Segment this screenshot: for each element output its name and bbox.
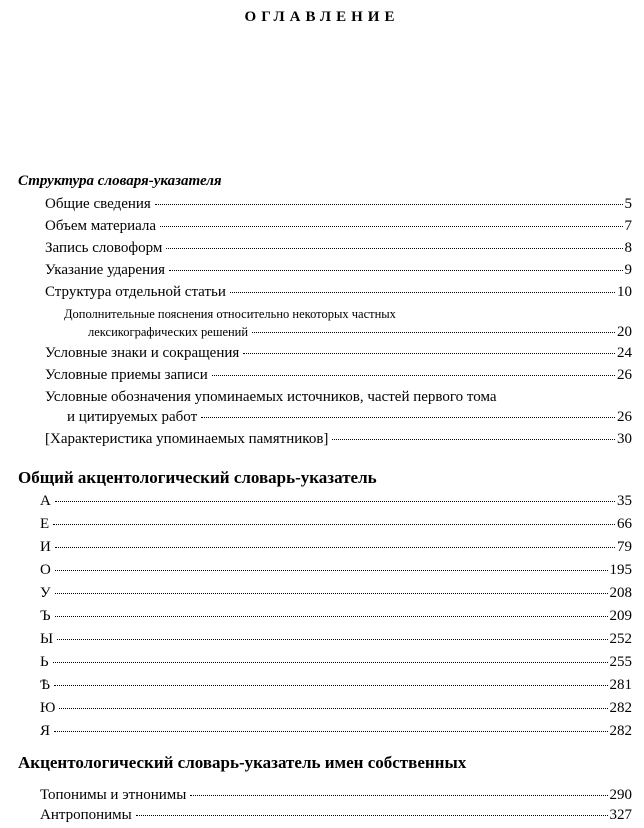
dot-leader	[252, 332, 615, 333]
toc-entry-label: Условные приемы записи	[45, 367, 208, 383]
toc-entry[interactable]	[45, 261, 632, 279]
toc-entry[interactable]	[88, 323, 632, 341]
dot-leader	[332, 439, 615, 440]
toc-entry-page: 281	[609, 677, 632, 693]
dot-leader	[136, 815, 608, 816]
section-heading-proper-names: Акцентологический словарь-указатель имен собственных	[18, 753, 467, 772]
toc-entry-page: 290	[609, 787, 632, 803]
toc-entry-page: 208	[609, 585, 632, 601]
toc-entry[interactable]	[45, 195, 632, 213]
toc-entry-page: 30	[617, 431, 632, 447]
toc-entry-label: Общие сведения	[45, 196, 151, 212]
toc-entry-page: 26	[617, 367, 632, 383]
toc-entry-label: Ю	[40, 700, 56, 716]
toc-entry[interactable]	[40, 538, 632, 556]
dot-leader	[243, 353, 615, 354]
toc-entry[interactable]	[40, 561, 632, 579]
toc-entry[interactable]	[40, 584, 632, 602]
toc-entry-page: 9	[624, 262, 632, 278]
dot-leader	[230, 292, 615, 293]
toc-entry-page: 26	[617, 409, 632, 425]
toc-entry[interactable]	[40, 722, 632, 740]
section-heading-general: Общий акцентологический словарь-указатель	[18, 468, 377, 487]
dot-leader	[54, 685, 607, 686]
toc-entry-label: Запись словоформ	[45, 240, 163, 256]
toc-entry[interactable]	[45, 217, 632, 235]
toc-entry[interactable]	[40, 806, 632, 824]
toc-entry-label: Условные знаки и сокращения	[45, 345, 240, 361]
toc-entry[interactable]	[45, 366, 632, 384]
section-heading-structure: Структура словаря-указателя	[18, 173, 222, 189]
toc-entry-label: А	[40, 493, 51, 509]
dot-leader	[201, 417, 615, 418]
toc-entry-page: 282	[609, 700, 632, 716]
toc-entry-label: Объем материала	[45, 218, 157, 234]
toc-entry-page: 327	[609, 807, 632, 823]
page-title: ОГЛАВЛЕНИЕ	[244, 9, 400, 25]
dot-leader	[190, 795, 607, 796]
toc-entry-label: Антропонимы	[40, 807, 132, 823]
toc-entry-page: 24	[617, 345, 632, 361]
toc-entry-page: 35	[617, 493, 632, 509]
toc-entry-page: 66	[617, 516, 632, 532]
toc-entry-page: 209	[609, 608, 632, 624]
toc-entry[interactable]	[45, 344, 632, 362]
toc-entry-label: У	[40, 585, 51, 601]
dot-leader	[55, 616, 608, 617]
toc-entry[interactable]	[45, 430, 632, 448]
dot-leader	[169, 270, 622, 271]
toc-entry-label: Структура отдельной статьи	[45, 284, 226, 300]
dot-leader	[53, 524, 615, 525]
toc-entry-page: 252	[609, 631, 632, 647]
toc-entry-page: 255	[609, 654, 632, 670]
dot-leader	[55, 593, 608, 594]
toc-entry-page: 5	[624, 196, 632, 212]
toc-entry[interactable]	[45, 239, 632, 257]
dot-leader	[55, 547, 615, 548]
toc-entry-page: 10	[617, 284, 632, 300]
toc-entry-label: и цитируемых работ	[67, 409, 198, 425]
toc-entry[interactable]	[40, 653, 632, 671]
toc-entry-label: Ь	[40, 654, 49, 670]
dot-leader	[55, 570, 608, 571]
toc-entry-label: О	[40, 562, 51, 578]
toc-entry-first-line: Дополнительные пояснения относительно некоторых частных	[64, 307, 396, 321]
toc-entry[interactable]	[40, 630, 632, 648]
toc-entry[interactable]	[40, 676, 632, 694]
toc-entry-page: 20	[617, 324, 632, 340]
toc-entry-label: лексикографических решений	[88, 325, 249, 339]
toc-entry-page: 79	[617, 539, 632, 555]
toc-entry-label: Топонимы и этнонимы	[40, 787, 187, 803]
dot-leader	[166, 248, 622, 249]
dot-leader	[53, 662, 608, 663]
toc-entry-label: И	[40, 539, 51, 555]
toc-entry-page: 8	[624, 240, 632, 256]
toc-entry-page: 282	[609, 723, 632, 739]
toc-entry-label: Я	[40, 723, 51, 739]
toc-entry-page: 7	[624, 218, 632, 234]
toc-entry[interactable]	[40, 607, 632, 625]
toc-entry-label: Указание ударения	[45, 262, 166, 278]
toc-entry[interactable]	[40, 786, 632, 804]
dot-leader	[59, 708, 607, 709]
toc-entry[interactable]	[67, 408, 632, 426]
dot-leader	[57, 639, 607, 640]
dot-leader	[160, 226, 622, 227]
toc-entry[interactable]	[40, 515, 632, 533]
toc-entry[interactable]	[40, 699, 632, 717]
dot-leader	[155, 204, 623, 205]
dot-leader	[55, 501, 615, 502]
toc-entry[interactable]	[45, 283, 632, 301]
toc-entry-first-line: Условные обозначения упоминаемых источников, частей первого тома	[45, 389, 497, 405]
toc-entry-label: [Характеристика упоминаемых памятников]	[45, 431, 329, 447]
toc-entry-label: Ѣ	[40, 677, 51, 693]
toc-entry-label: Ы	[40, 631, 54, 647]
toc-entry[interactable]	[40, 492, 632, 510]
dot-leader	[54, 731, 607, 732]
toc-entry-label: Е	[40, 516, 50, 532]
toc-entry-page: 195	[609, 562, 632, 578]
toc-entry-label: Ъ	[40, 608, 51, 624]
dot-leader	[212, 375, 615, 376]
